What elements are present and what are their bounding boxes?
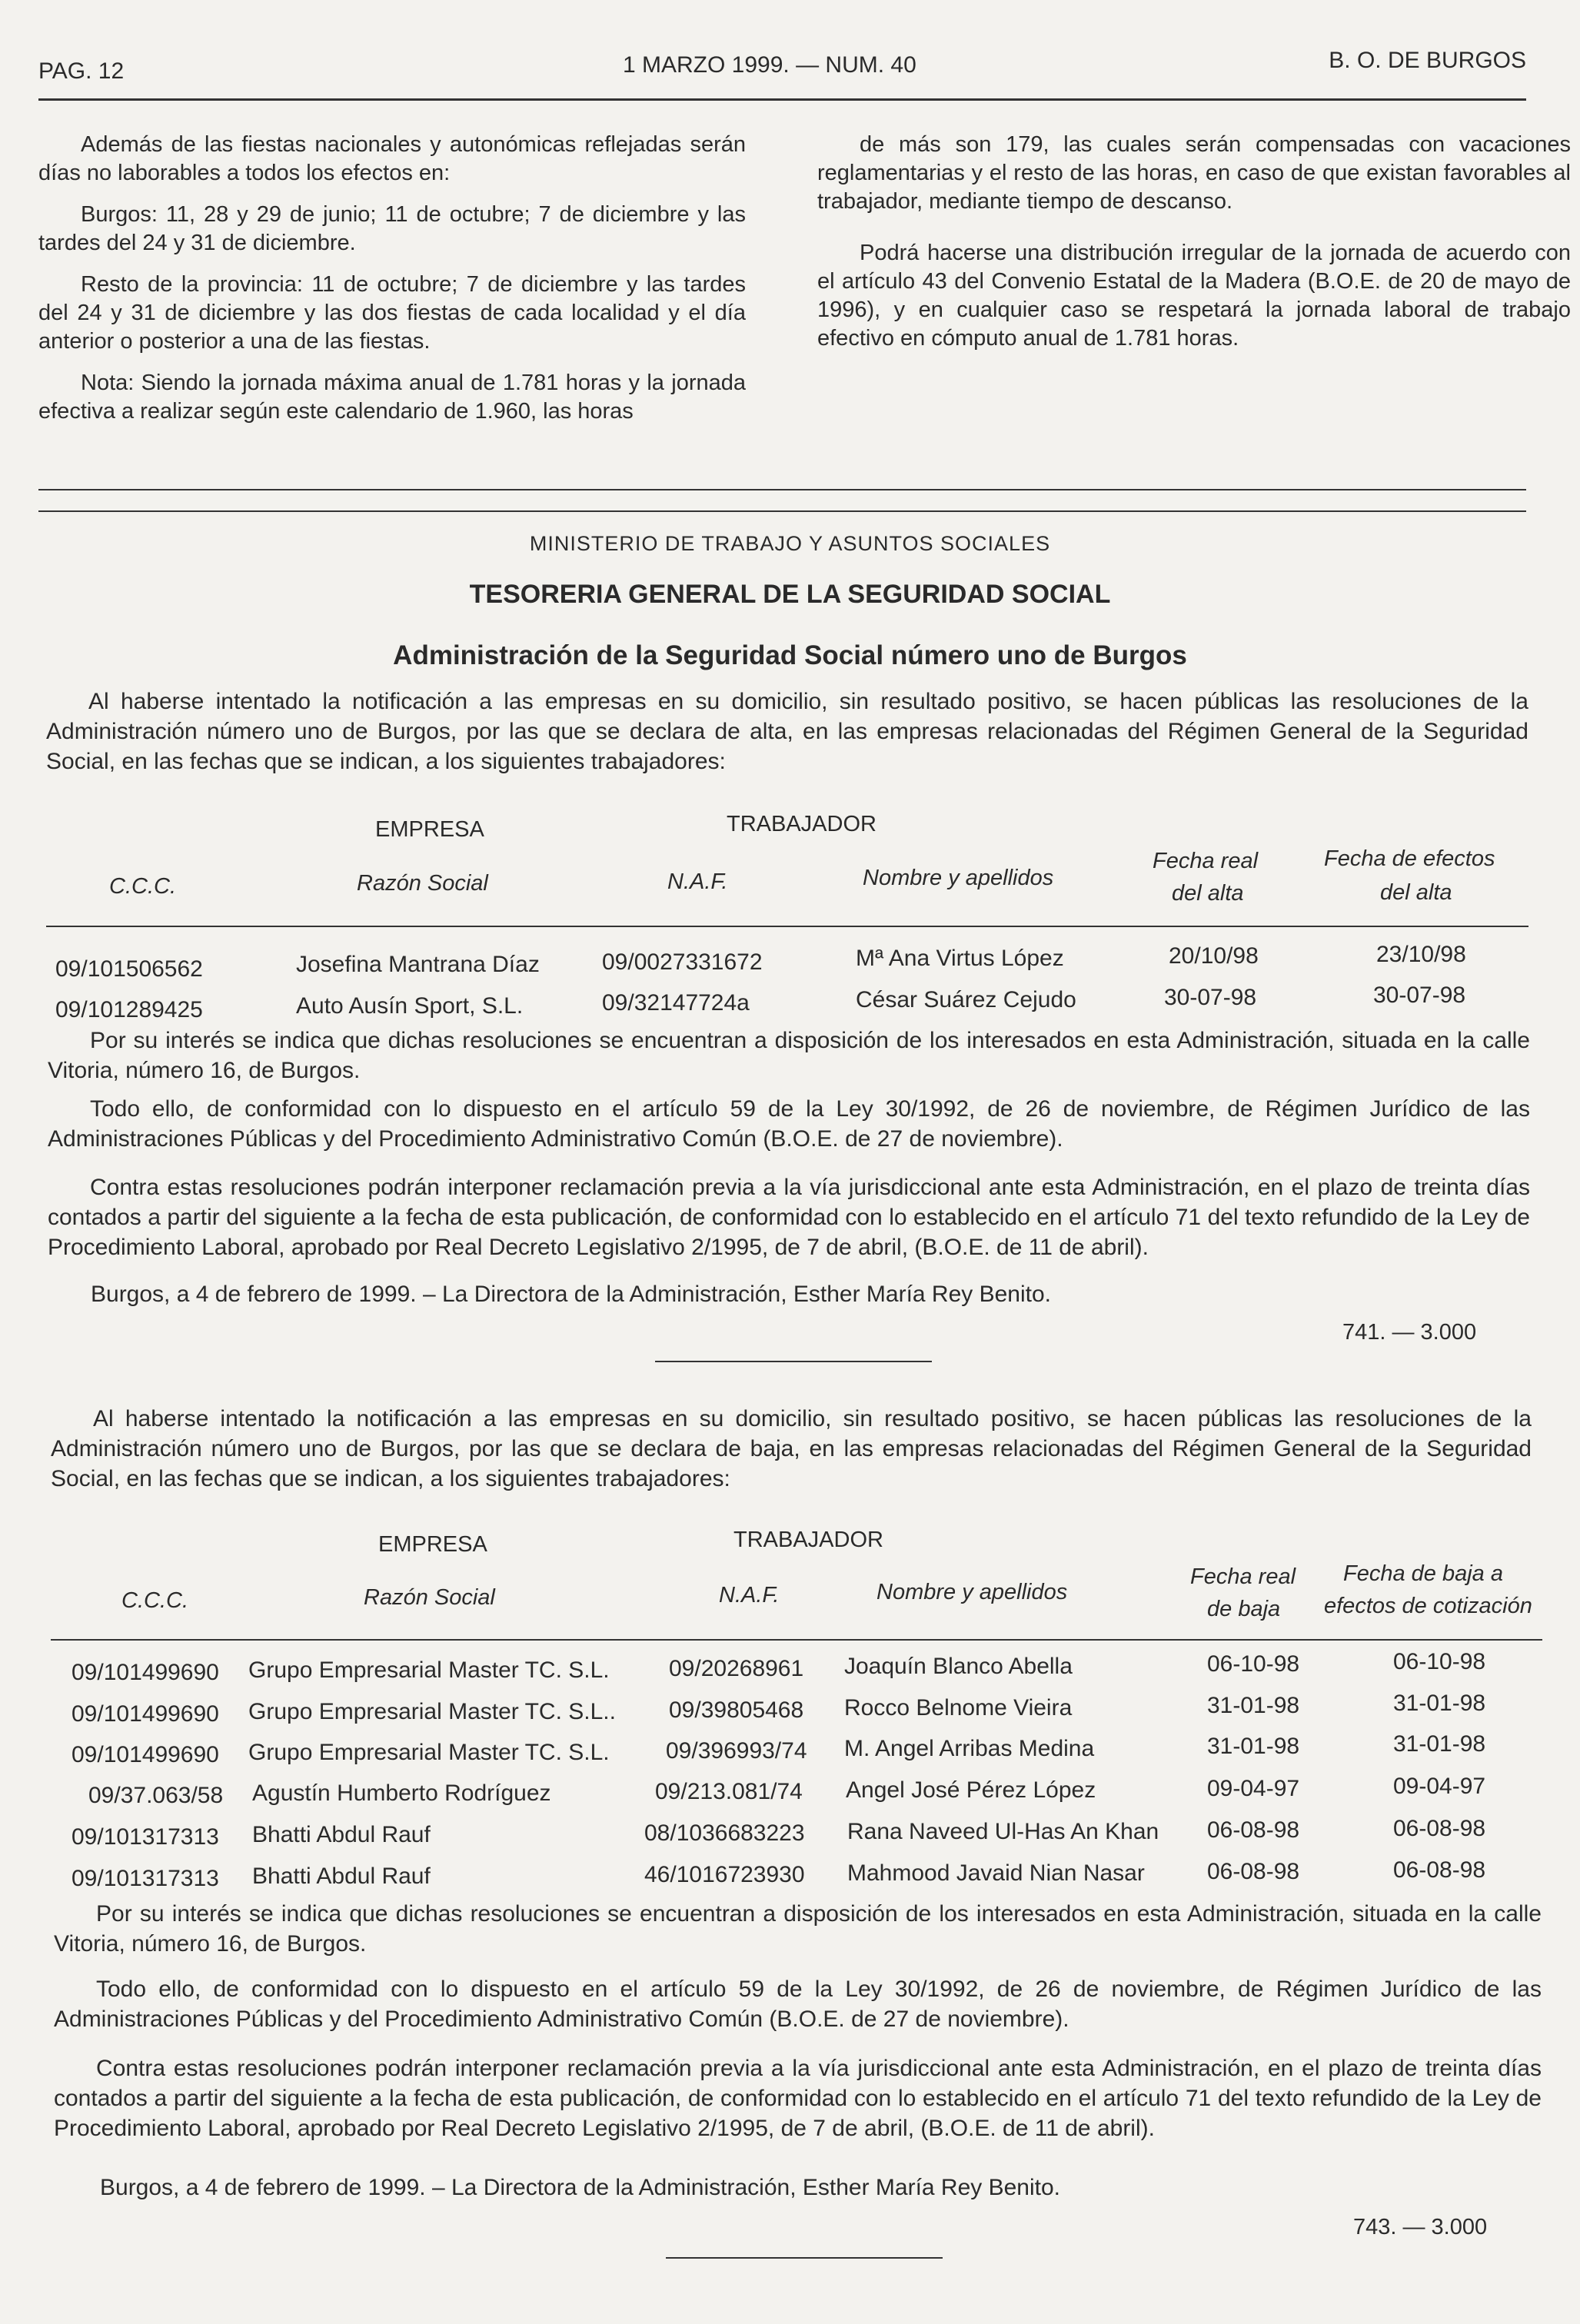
cell-razon: Bhatti Abdul Rauf	[252, 1864, 431, 1889]
cell-naf: 09/39805468	[669, 1697, 804, 1723]
baja-col-fecha-real: Fecha real	[1190, 1564, 1296, 1589]
alta-appeal-paragraph: Contra estas resoluciones podrán interponer reclamación previa a la vía jurisdiccional ante esta Administración, en el plazo de treinta días contados a partir del siguiente a la fecha de esta publicación, de conformidad con lo establecido en el artículo 71 del texto refundido de la Ley de Procedimiento Laboral, aprobado por Real Decreto Legislativo 2/1995, de 7 de abril, (B.O.E. de 11 de abril).	[48, 1175, 1530, 1260]
alta-col-fecha-efectos: Fecha de efectos	[1324, 846, 1495, 871]
baja-legal-paragraph: Todo ello, de conformidad con lo dispuesto en el artículo 59 de la Ley 30/1992, de 26 de noviembre, de Régimen Jurídico de las Administraciones Públicas y del Procedimiento Administrativo Común (B.O.E. de 27 de noviembre).	[54, 1977, 1542, 2032]
alta-table-rule	[46, 926, 1528, 927]
alta-col-fecha-real-2: del alta	[1172, 881, 1244, 906]
cell-fecha-real: 06-10-98	[1207, 1651, 1300, 1677]
top-section-rule-1	[38, 489, 1526, 490]
baja-intro: Al haberse intentado la notificación a las empresas en su domicilio, sin resultado positivo, se hacen públicas las resoluciones de la Administración número uno de Burgos, por las que se declara de baja, en las empresas relacionadas del Régimen General de la Seguridad Social, en las fechas que se indican, a los siguientes trabajadores:	[51, 1406, 1532, 1491]
cell-fecha-real: 20/10/98	[1169, 943, 1259, 969]
cell-ccc: 09/101499690	[72, 1742, 219, 1767]
alta-group-empresa: EMPRESA	[375, 817, 484, 842]
left-paragraph: Además de las fiestas nacionales y autonómicas reflejadas serán días no laborables a todos los efectos en:	[38, 132, 746, 185]
baja-reference: 743. — 3.000	[1353, 2215, 1488, 2239]
cell-razon: Bhatti Abdul Rauf	[252, 1822, 431, 1847]
baja-col-nombre: Nombre y apellidos	[876, 1580, 1068, 1604]
right-paragraph: de más son 179, las cuales serán compensadas con vacaciones reglamentarias y el resto de las horas, en caso de que existan favorables al trabajador, mediante tiempo de descanso.	[817, 132, 1571, 214]
cell-ccc: 09/101289425	[55, 997, 203, 1022]
cell-ccc: 09/101317313	[72, 1866, 219, 1891]
alta-col-fecha-efectos-2: del alta	[1380, 880, 1452, 905]
page-header	[38, 48, 1526, 85]
alta-availability-paragraph: Por su interés se indica que dichas resoluciones se encuentran a disposición de los interesados en esta Administración, situada en la calle Vitoria, número 16, de Burgos.	[48, 1028, 1530, 1083]
cell-nombre: Rana Naveed Ul-Has An Khan	[847, 1819, 1159, 1844]
baja-appeal-paragraph: Contra estas resoluciones podrán interponer reclamación previa a la vía jurisdiccional ante esta Administración, en el plazo de treinta días contados a partir del siguiente a la fecha de esta publicación, de conformidad con lo establecido en el artículo 71 del texto refundido de la Ley de Procedimiento Laboral, aprobado por Real Decreto Legislativo 2/1995, de 7 de abril, (B.O.E. de 11 de abril).	[54, 2056, 1542, 2141]
alta-group-trabajador: TRABAJADOR	[727, 812, 876, 836]
baja-group-trabajador: TRABAJADOR	[733, 1528, 883, 1552]
alta-col-nombre: Nombre y apellidos	[863, 866, 1054, 890]
cell-ccc: 09/101499690	[72, 1701, 219, 1727]
page-number: PAG. 12	[38, 58, 125, 84]
alta-legal-paragraph: Todo ello, de conformidad con lo dispuesto en el artículo 59 de la Ley 30/1992, de 26 de noviembre, de Régimen Jurídico de las Administraciones Públicas y del Procedimiento Administrativo Común (B.O.E. de 27 de noviembre).	[48, 1096, 1530, 1152]
alta-col-naf: N.A.F.	[667, 869, 728, 894]
cell-fecha-efectos: 30-07-98	[1373, 982, 1466, 1008]
cell-naf: 09/32147724a	[602, 990, 750, 1016]
cell-fecha-real: 31-01-98	[1207, 1693, 1300, 1718]
cell-nombre: M. Angel Arribas Medina	[844, 1736, 1095, 1761]
cell-nombre: Angel José Pérez López	[846, 1777, 1096, 1803]
baja-col-ccc: C.C.C.	[121, 1588, 188, 1613]
left-paragraph: Resto de la provincia: 11 de octubre; 7 de diciembre y las tardes del 24 y 31 de diciembre y las dos fiestas de cada localidad y el día anterior o posterior a una de las fiestas.	[38, 272, 746, 354]
cell-naf: 09/213.081/74	[655, 1779, 803, 1804]
cell-nombre: Joaquín Blanco Abella	[844, 1654, 1073, 1679]
section-subtitle: Administración de la Seguridad Social número uno de Burgos	[393, 640, 1187, 670]
cell-fecha-real: 30-07-98	[1164, 985, 1257, 1010]
cell-fecha-baja: 31-01-98	[1393, 1691, 1486, 1716]
publication-name: B. O. DE BURGOS	[1329, 48, 1526, 73]
top-section-rule-2	[38, 510, 1526, 512]
cell-fecha-baja: 06-08-98	[1393, 1857, 1486, 1883]
baja-col-fecha-baja-2: efectos de cotización	[1324, 1594, 1532, 1618]
cell-ccc: 09/101506562	[55, 956, 203, 982]
cell-fecha-baja: 06-10-98	[1393, 1649, 1486, 1674]
cell-razon: Grupo Empresarial Master TC. S.L..	[248, 1699, 616, 1724]
alta-col-fecha-real: Fecha real	[1153, 849, 1259, 873]
cell-razon: Josefina Mantrana Díaz	[296, 952, 540, 977]
baja-col-naf: N.A.F.	[719, 1583, 780, 1608]
section-title: TESORERIA GENERAL DE LA SEGURIDAD SOCIAL	[469, 580, 1111, 609]
cell-fecha-real: 31-01-98	[1207, 1734, 1300, 1759]
cell-nombre: Mª Ana Virtus López	[856, 946, 1064, 971]
cell-fecha-real: 06-08-98	[1207, 1859, 1300, 1884]
baja-table-rule	[51, 1639, 1542, 1641]
right-paragraph: Podrá hacerse una distribución irregular de la jornada de acuerdo con el artículo 43 del Convenio Estatal de la Madera (B.O.E. de 20 de mayo de 1996), y en cualquier caso se respetará la jornada laboral de trabajo efectivo en cómputo anual de 1.781 horas.	[817, 241, 1571, 351]
cell-razon: Grupo Empresarial Master TC. S.L.	[248, 1740, 610, 1765]
baja-col-fecha-baja: Fecha de baja a	[1343, 1561, 1503, 1586]
baja-availability-paragraph: Por su interés se indica que dichas resoluciones se encuentran a disposición de los interesados en esta Administración, situada en la calle Vitoria, número 16, de Burgos.	[54, 1901, 1542, 1957]
ministry-heading: MINISTERIO DE TRABAJO Y ASUNTOS SOCIALES	[529, 532, 1051, 555]
cell-fecha-baja: 31-01-98	[1393, 1731, 1486, 1757]
alta-signature: Burgos, a 4 de febrero de 1999. – La Directora de la Administración, Esther María Rey Benito.	[91, 1282, 1052, 1307]
cell-fecha-real: 06-08-98	[1207, 1817, 1300, 1843]
cell-nombre: Rocco Belnome Vieira	[844, 1695, 1073, 1721]
cell-naf: 46/1016723930	[644, 1862, 805, 1887]
baja-signature: Burgos, a 4 de febrero de 1999. – La Directora de la Administración, Esther María Rey Benito.	[100, 2175, 1061, 2200]
cell-fecha-baja: 06-08-98	[1393, 1816, 1486, 1841]
cell-naf: 08/1036683223	[644, 1820, 805, 1846]
cell-nombre: Mahmood Javaid Nian Nasar	[847, 1860, 1145, 1886]
cell-fecha-efectos: 23/10/98	[1376, 942, 1466, 967]
baja-col-razon: Razón Social	[364, 1585, 495, 1610]
cell-razon: Auto Ausín Sport, S.L.	[296, 993, 524, 1019]
cell-ccc: 09/37.063/58	[88, 1783, 224, 1808]
cell-ccc: 09/101499690	[72, 1660, 219, 1685]
alta-reference: 741. — 3.000	[1342, 1320, 1477, 1345]
issue-date: 1 MARZO 1999. — NUM. 40	[623, 52, 916, 78]
cell-naf: 09/396993/74	[666, 1738, 807, 1764]
cell-naf: 09/0027331672	[602, 949, 763, 975]
baja-col-fecha-real-2: de baja	[1207, 1597, 1281, 1621]
header-rule	[38, 98, 1526, 101]
alta-col-ccc: C.C.C.	[109, 874, 176, 899]
baja-end-rule	[666, 2257, 943, 2259]
cell-nombre: César Suárez Cejudo	[856, 987, 1076, 1012]
baja-group-empresa: EMPRESA	[378, 1532, 487, 1557]
cell-fecha-real: 09-04-97	[1207, 1776, 1300, 1801]
alta-intro: Al haberse intentado la notificación a las empresas en su domicilio, sin resultado positivo, se hacen públicas las resoluciones de la Administración número uno de Burgos, por las que se declara de alta, en las empresas relacionadas del Régimen General de la Seguridad Social, en las fechas que se indican, a los siguientes trabajadores:	[46, 689, 1528, 774]
left-paragraph: Burgos: 11, 28 y 29 de junio; 11 de octubre; 7 de diciembre y las tardes del 24 y 31 de diciembre.	[38, 202, 746, 255]
cell-naf: 09/20268961	[669, 1656, 804, 1681]
cell-razon: Agustín Humberto Rodríguez	[252, 1780, 551, 1806]
cell-ccc: 09/101317313	[72, 1824, 219, 1850]
cell-fecha-baja: 09-04-97	[1393, 1774, 1486, 1799]
cell-razon: Grupo Empresarial Master TC. S.L.	[248, 1657, 610, 1683]
top-columns	[38, 131, 1571, 477]
left-paragraph: Nota: Siendo la jornada máxima anual de 1.781 horas y la jornada efectiva a realizar según este calendario de 1.960, las horas	[38, 371, 746, 424]
left-column	[38, 131, 746, 439]
alta-end-rule	[655, 1361, 932, 1362]
right-column	[817, 131, 1571, 366]
alta-col-razon: Razón Social	[357, 871, 488, 896]
